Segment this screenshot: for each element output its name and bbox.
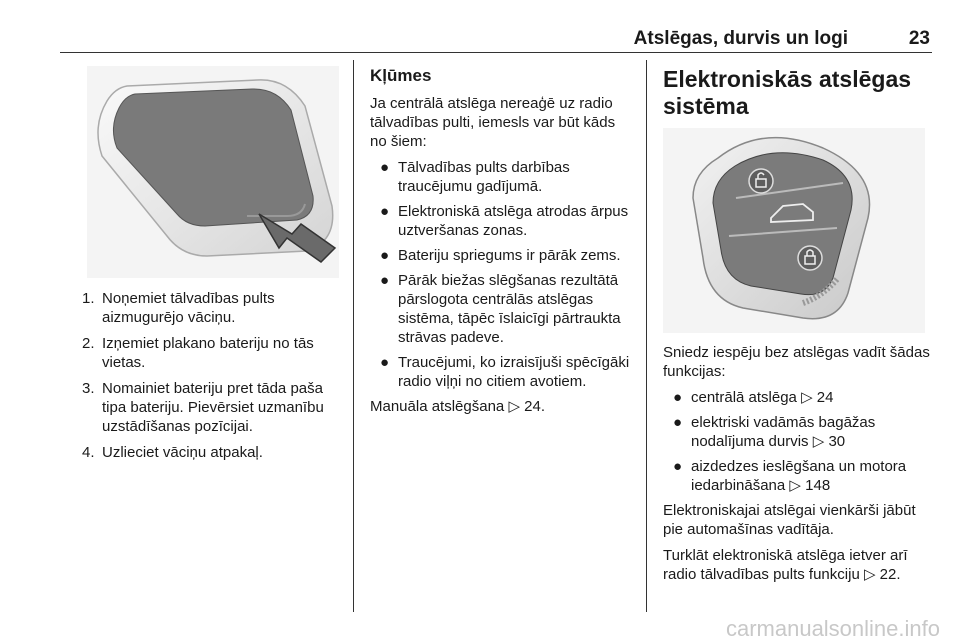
- list-item-text: Elektroniskā atslēga atrodas ārpus uztveršanas zonas.: [398, 203, 629, 239]
- manual-unlock-text: Manuāla atslēgšana: [370, 398, 505, 415]
- header-rule: [60, 52, 932, 53]
- key-fob-cover-illustration: [87, 66, 339, 278]
- step-item: [82, 334, 344, 372]
- bullet-icon: ●: [673, 414, 683, 431]
- remote-function-text: Turklāt elektroniskā atslēga ietver arī radio tālvadības pults funkciju: [663, 547, 908, 583]
- step-text: Izņemiet plakano bateriju no tās vietas.: [102, 335, 314, 371]
- step-number: 4.: [82, 444, 95, 461]
- step-number: 1.: [82, 290, 95, 307]
- list-item: [370, 353, 635, 391]
- list-item-text: elektriski vadāmās bagāžas nodalījuma durvis: [691, 414, 876, 450]
- list-item: [370, 271, 635, 347]
- step-number: 2.: [82, 335, 95, 352]
- step-text: Uzlieciet vāciņu atpakaļ.: [102, 444, 263, 461]
- list-item: [663, 388, 933, 407]
- page-ref-link[interactable]: 24: [816, 389, 834, 406]
- bullet-icon: ●: [380, 354, 390, 371]
- key-near-driver-text: Elektroniskajai atslēgai vienkārši jābūt pie automašīnas vadītāja.: [663, 502, 916, 538]
- bullet-icon: ●: [380, 159, 390, 176]
- bullet-icon: ●: [673, 389, 683, 406]
- page-ref-link[interactable]: 148: [805, 477, 831, 494]
- step-text: Nomainiet bateriju pret tāda paša tipa bateriju. Pievērsiet uzmanību uzstādīšanas pozīcijai.: [102, 380, 324, 435]
- page-number: 23: [908, 28, 930, 49]
- faults-list: [370, 158, 635, 391]
- list-item: [663, 413, 933, 451]
- section-title: Atslēgas, durvis un logi: [633, 28, 848, 49]
- page-ref-link[interactable]: 22.: [879, 566, 901, 583]
- list-item: [370, 202, 635, 240]
- ref-arrow-icon: ▷: [508, 398, 520, 415]
- page-ref-link[interactable]: 24.: [524, 398, 546, 415]
- bullet-icon: ●: [380, 272, 390, 289]
- electronic-key-section: [663, 66, 933, 591]
- battery-replacement-steps: [82, 289, 344, 469]
- bullet-icon: ●: [380, 247, 390, 264]
- step-item: [82, 379, 344, 436]
- electronic-key-heading: Elektroniskās atslēgas sistēma: [663, 66, 912, 119]
- list-item-text: centrālā atslēga: [691, 389, 797, 406]
- column-divider-right: [646, 60, 647, 612]
- list-item-text: Bateriju spriegums ir pārāk zems.: [398, 247, 621, 264]
- bullet-icon: ●: [673, 458, 683, 475]
- step-item: [82, 289, 344, 327]
- step-item: [82, 443, 344, 462]
- list-item-text: Traucējumi, ko izraisījuši spēcīgāki radio viļņi no citiem avotiem.: [398, 354, 630, 390]
- list-item-text: aizdedzes ieslēgšana un motora iedarbināšana: [691, 458, 907, 494]
- functions-list: [663, 388, 933, 495]
- list-item: [663, 457, 933, 495]
- ref-arrow-icon: ▷: [863, 566, 876, 583]
- faults-intro: Ja centrālā atslēga nereaģē uz radio tālvadības pulti, iemesls var būt kāds no šiem:: [370, 95, 616, 150]
- list-item: [370, 158, 635, 196]
- manual-unlock-ref: [370, 397, 635, 416]
- list-item-text: Tālvadības pults darbības traucējumu gadījumā.: [398, 159, 570, 195]
- remote-function-note: [663, 546, 933, 584]
- electronic-key-intro: Sniedz iespēju bez atslēgas vadīt šādas funkcijas:: [663, 344, 930, 380]
- step-number: 3.: [82, 380, 95, 397]
- step-text: Noņemiet tālvadības pults aizmugurējo vāciņu.: [102, 290, 275, 326]
- watermark: carmanualsonline.info: [725, 616, 940, 641]
- faults-section: [370, 66, 635, 423]
- page-ref-link[interactable]: 30: [828, 433, 846, 450]
- bullet-icon: ●: [380, 203, 390, 220]
- list-item-text: Pārāk biežas slēgšanas rezultātā pārslogota centrālās atslēgas sistēma, tāpēc īslaicīgi pārtraukta strāvas padeve.: [398, 272, 621, 346]
- ref-arrow-icon: ▷: [801, 389, 813, 406]
- ref-arrow-icon: ▷: [789, 477, 801, 494]
- column-divider-left: [353, 60, 354, 612]
- list-item: [370, 246, 635, 265]
- faults-heading: Kļūmes: [370, 66, 432, 85]
- ref-arrow-icon: ▷: [812, 433, 825, 450]
- smart-key-illustration: [663, 128, 925, 333]
